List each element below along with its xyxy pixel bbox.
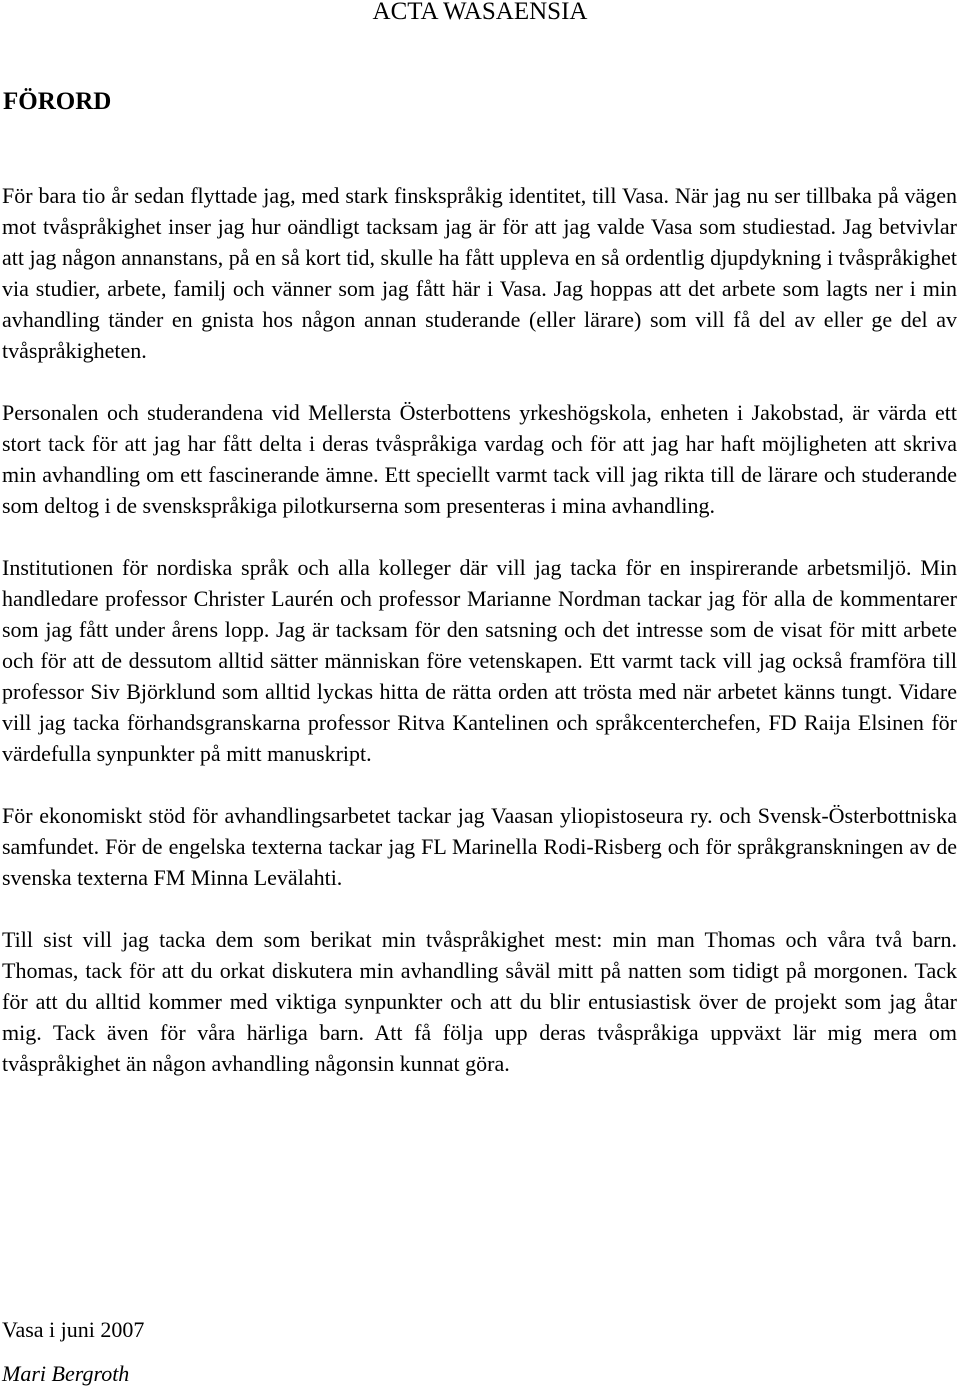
paragraph-1: För bara tio år sedan flyttade jag, med stark finskspråkig identitet, till Vasa. När jag nu ser tillbaka på vägen mot tvåspråkighet inser jag hur oändligt tacksam jag är för att jag valde Vasa som studiestad. Jag betvivlar att jag någon annanstans, på en så kort tid, skulle ha fått uppleva en så ordentlig djupdykning i tvåspråkighet via studier, arbete, familj och vänner som jag fått här i Vasa. Jag hoppas att det arbete som lagts ner i min avhandling tänder en gnista hos någon annan studerande (eller lärare) som vill få del av eller ge del av tvåspråkigheten. bbox=[2, 183, 957, 363]
place-date: Vasa i juni 2007 bbox=[2, 1317, 145, 1342]
running-header: ACTA WASAENSIA bbox=[372, 0, 588, 25]
paragraph-5: Till sist vill jag tacka dem som berikat min tvåspråkighet mest: min man Thomas och våra två barn. Thomas, tack för att du orkat diskutera min avhandling såväl mitt på natten som tidigt på morgonen. Tack för att du alltid kommer med viktiga synpunkter och att du blir entusiastisk över de projekt som jag åtar mig. Tack även för våra härliga barn. Att få följa upp deras tvåspråkiga uppväxt lär mig mera om tvåspråkighet än någon avhandling någonsin kunnat göra. bbox=[2, 927, 957, 1076]
body-text bbox=[2, 180, 957, 1079]
page-title: FÖRORD bbox=[3, 88, 112, 115]
paragraph-2: Personalen och studerandena vid Mellersta Österbottens yrkeshögskola, enheten i Jakobstad, är värda ett stort tack för att jag har fått delta i deras tvåspråkiga vardag och för att jag har haft möjligheten att skriva min avhandling om ett fascinerande ämne. Ett speciellt varmt tack vill jag rikta till de lärare och studerande som deltog i de svenskspråkiga pilotkurserna som presenteras i mina avhandling. bbox=[2, 400, 957, 518]
paragraph-3: Institutionen för nordiska språk och alla kolleger där vill jag tacka för en inspirerande arbetsmiljö. Min handledare professor Christer Laurén och professor Marianne Nordman tackar jag för alla de kommentarer som jag fått under årens lopp. Jag är tacksam för den satsning och det intresse som de visat för mitt arbete och för att de dessutom alltid sätter människan före vetenskapen. Ett varmt tack vill jag också framföra till professor Siv Björklund som alltid lyckas hitta de rätta orden att trösta med när arbetet känns tungt. Vidare vill jag tacka förhandsgranskarna professor Ritva Kantelinen och språkcenterchefen, FD Raija Elsinen för värdefulla synpunkter på mitt manuskript. bbox=[2, 555, 957, 766]
signature: Mari Bergroth bbox=[2, 1361, 130, 1386]
paragraph-4: För ekonomiskt stöd för avhandlingsarbetet tackar jag Vaasan yliopistoseura ry. och Svensk-Österbottniska samfundet. För de engelska texterna tackar jag FL Marinella Rodi-Risberg och för språkgranskningen av de svenska texterna FM Minna Levälahti. bbox=[2, 803, 957, 890]
